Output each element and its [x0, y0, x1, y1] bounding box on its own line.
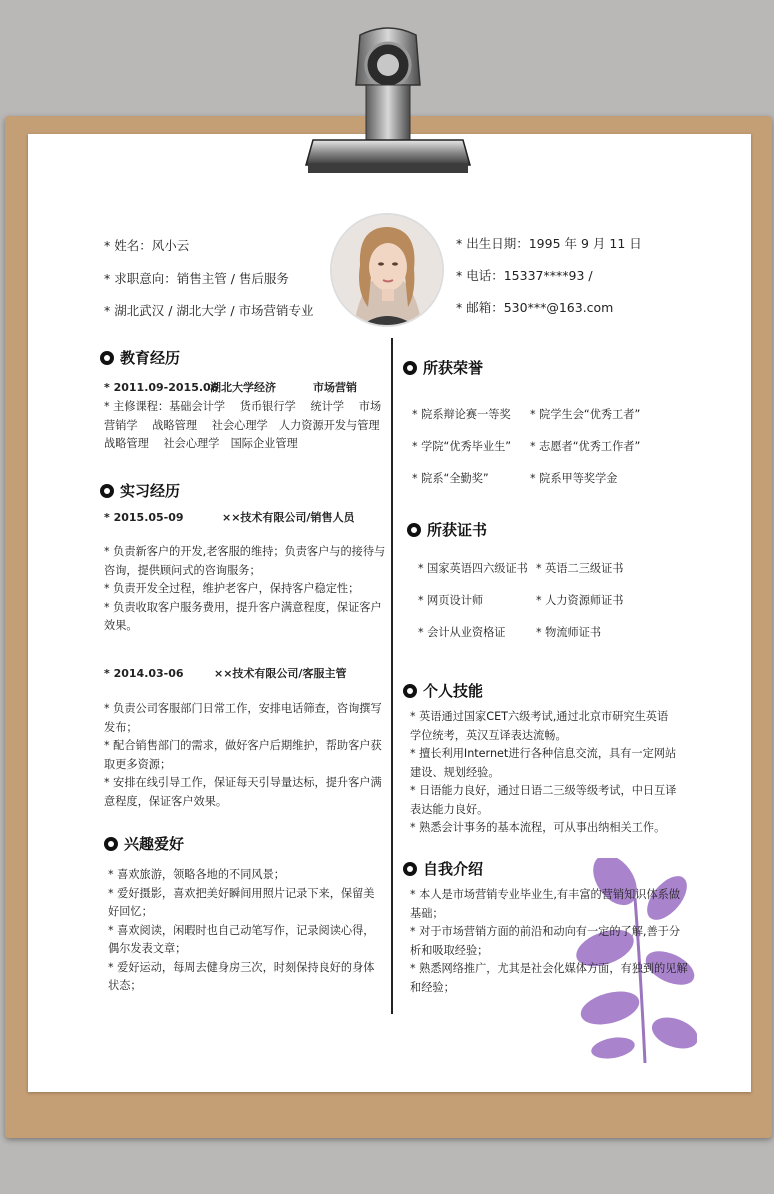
honor-row [412, 438, 672, 470]
certificate-item: * 人力资源师证书 [536, 594, 624, 607]
education-heading [100, 347, 180, 368]
hobby-line: * 喜欢旅游，领略各地的不同风景； [108, 868, 285, 881]
education-school: 湖北大学经济 [210, 381, 276, 394]
about-line: * 熟悉网络推广，尤其是社会化媒体方面，有独到的见解 [410, 962, 688, 975]
name-field: * 姓名：风小云 [104, 238, 190, 253]
job-line: 发布； [104, 720, 138, 734]
about-line: 基础； [410, 906, 444, 920]
job-line: 效果。 [104, 619, 138, 632]
skill-line: 学位统考，英汉互译表达流畅。 [410, 728, 567, 742]
certificates-title: 所获证书 [427, 521, 488, 539]
skills-list [410, 708, 676, 838]
honor-item: * 院系辩论赛一等奖 [412, 408, 511, 421]
certificate-item: * 英语二三级证书 [536, 562, 624, 575]
avatar [330, 213, 444, 327]
portrait-image [332, 215, 442, 325]
job-line: 取更多资源； [104, 757, 172, 771]
about-line: 析和吸取经验； [410, 943, 489, 957]
job1-period: * 2015.05-09 [104, 511, 184, 524]
bullet-icon [403, 361, 417, 375]
internship-title: 实习经历 [120, 482, 181, 500]
course-line: * 主修课程：基础会计学 货币银行学 统计学 市场 [104, 400, 382, 413]
hobby-line: * 喜欢阅读，闲暇时也自己动笔写作，记录阅读心得， [108, 923, 375, 937]
certificate-row [418, 592, 678, 624]
certificate-item: * 国家英语四六级证书 [418, 562, 528, 575]
education-major: 市场营销 [313, 381, 357, 394]
email-field: * 邮箱：530***@163.com [456, 300, 614, 315]
internship-heading [100, 480, 180, 501]
phone-field: * 电话：15337****93 / [456, 268, 593, 283]
honor-row [412, 470, 672, 502]
honors-list [412, 406, 672, 502]
certificates-heading [407, 519, 487, 540]
hobbies-title: 兴趣爱好 [124, 835, 185, 853]
hobby-line: * 爱好运动，每周去健身房三次，时刻保持良好的身体 [108, 960, 375, 974]
hobbies-heading [104, 833, 184, 854]
certificate-item: * 物流师证书 [536, 626, 602, 639]
location-field: * 湖北武汉 / 湖北大学 / 市场营销专业 [104, 303, 314, 318]
course-line: 营销学 战略管理 社会心理学 人力资源开发与管理 [104, 418, 380, 432]
skill-line: * 英语通过国家CET六级考试,通过北京市研究生英语 [410, 710, 669, 723]
birth-field: * 出生日期：1995 年 9 月 11 日 [456, 236, 642, 251]
about-line: 和经验； [410, 980, 455, 994]
honor-item: * 院学生会“优秀工者” [530, 408, 641, 421]
course-line: 战略管理 社会心理学 国际企业管理 [104, 437, 298, 450]
certificates-list [418, 560, 678, 656]
intent-field: * 求职意向：销售主管 / 售后服务 [104, 271, 289, 286]
job-line: * 配合销售部门的需求，做好客户后期维护，帮助客户获 [104, 739, 382, 752]
education-title: 教育经历 [120, 349, 181, 367]
hobby-line: 偶尔发表文章； [108, 942, 187, 955]
honors-title: 所获荣誉 [423, 359, 484, 377]
job-line: * 负责开发全过程，维护老客户，保持客户稳定性； [104, 582, 360, 595]
education-courses [104, 398, 381, 454]
skill-line: 表达能力良好。 [410, 802, 489, 816]
skill-line: * 日语能力良好，通过日语二三级等级考试，中日互译 [410, 784, 677, 797]
job-line: * 负责公司客服部门日常工作，安排电话筛查，咨询撰写 [104, 702, 382, 715]
skills-title: 个人技能 [423, 682, 484, 700]
about-heading [403, 858, 483, 879]
bullet-icon [407, 523, 421, 537]
hobby-line: 状态； [108, 979, 142, 992]
about-list [410, 886, 688, 997]
honor-item: * 院系甲等奖学金 [530, 472, 618, 485]
hobby-line: 好回忆； [108, 905, 153, 918]
honors-heading [403, 357, 483, 378]
job-line: * 负责收取客户服务费用，提升客户满意程度，保证客户 [104, 600, 382, 614]
binder-clip-icon [298, 25, 478, 180]
job-line: 意程度，保证客户效果。 [104, 794, 228, 808]
skill-line: * 擅长利用Internet进行各种信息交流，具有一定网站 [410, 747, 677, 760]
about-line: * 对于市场营销方面的前沿和动向有一定的了解,善于分 [410, 925, 681, 938]
column-divider [391, 338, 393, 1014]
bullet-icon [403, 862, 417, 876]
job-line: 咨询，提供顾问式的咨询服务； [104, 563, 261, 577]
honor-row [412, 406, 672, 438]
honor-item: * 学院“优秀毕业生” [412, 440, 512, 453]
certificate-row [418, 624, 678, 656]
education-period: * 2011.09-2015.06 [104, 381, 219, 394]
skill-line: 建设、规划经验。 [410, 765, 500, 779]
certificate-row [418, 560, 678, 592]
bullet-icon [104, 837, 118, 851]
hobbies-list [108, 866, 374, 996]
certificate-item: * 会计从业资格证 [418, 626, 506, 639]
about-line: * 本人是市场营销专业毕业生,有丰富的营销知识体系做 [410, 888, 681, 901]
honor-item: * 院系“全勤奖” [412, 472, 489, 485]
job2-period: * 2014.03-06 [104, 667, 184, 680]
job2-description [104, 700, 382, 811]
job1-company: ××技术有限公司/销售人员 [222, 511, 355, 524]
about-title: 自我介绍 [423, 860, 484, 878]
honor-item: * 志愿者“优秀工作者” [530, 440, 641, 453]
job1-description [104, 543, 385, 636]
bullet-icon [100, 484, 114, 498]
job-line: * 负责新客户的开发,老客服的维持；负责客户与的接待与 [104, 545, 386, 558]
skills-heading [403, 680, 483, 701]
hobby-line: * 爱好摄影，喜欢把美好瞬间用照片记录下来，保留美 [108, 886, 375, 900]
bullet-icon [403, 684, 417, 698]
certificate-item: * 网页设计师 [418, 594, 484, 607]
job-line: * 安排在线引导工作，保证每天引导量达标，提升客户满 [104, 776, 382, 789]
bullet-icon [100, 351, 114, 365]
job2-company: ××技术有限公司/客服主管 [214, 667, 347, 680]
skill-line: * 熟悉会计事务的基本流程，可从事出纳相关工作。 [410, 821, 666, 834]
